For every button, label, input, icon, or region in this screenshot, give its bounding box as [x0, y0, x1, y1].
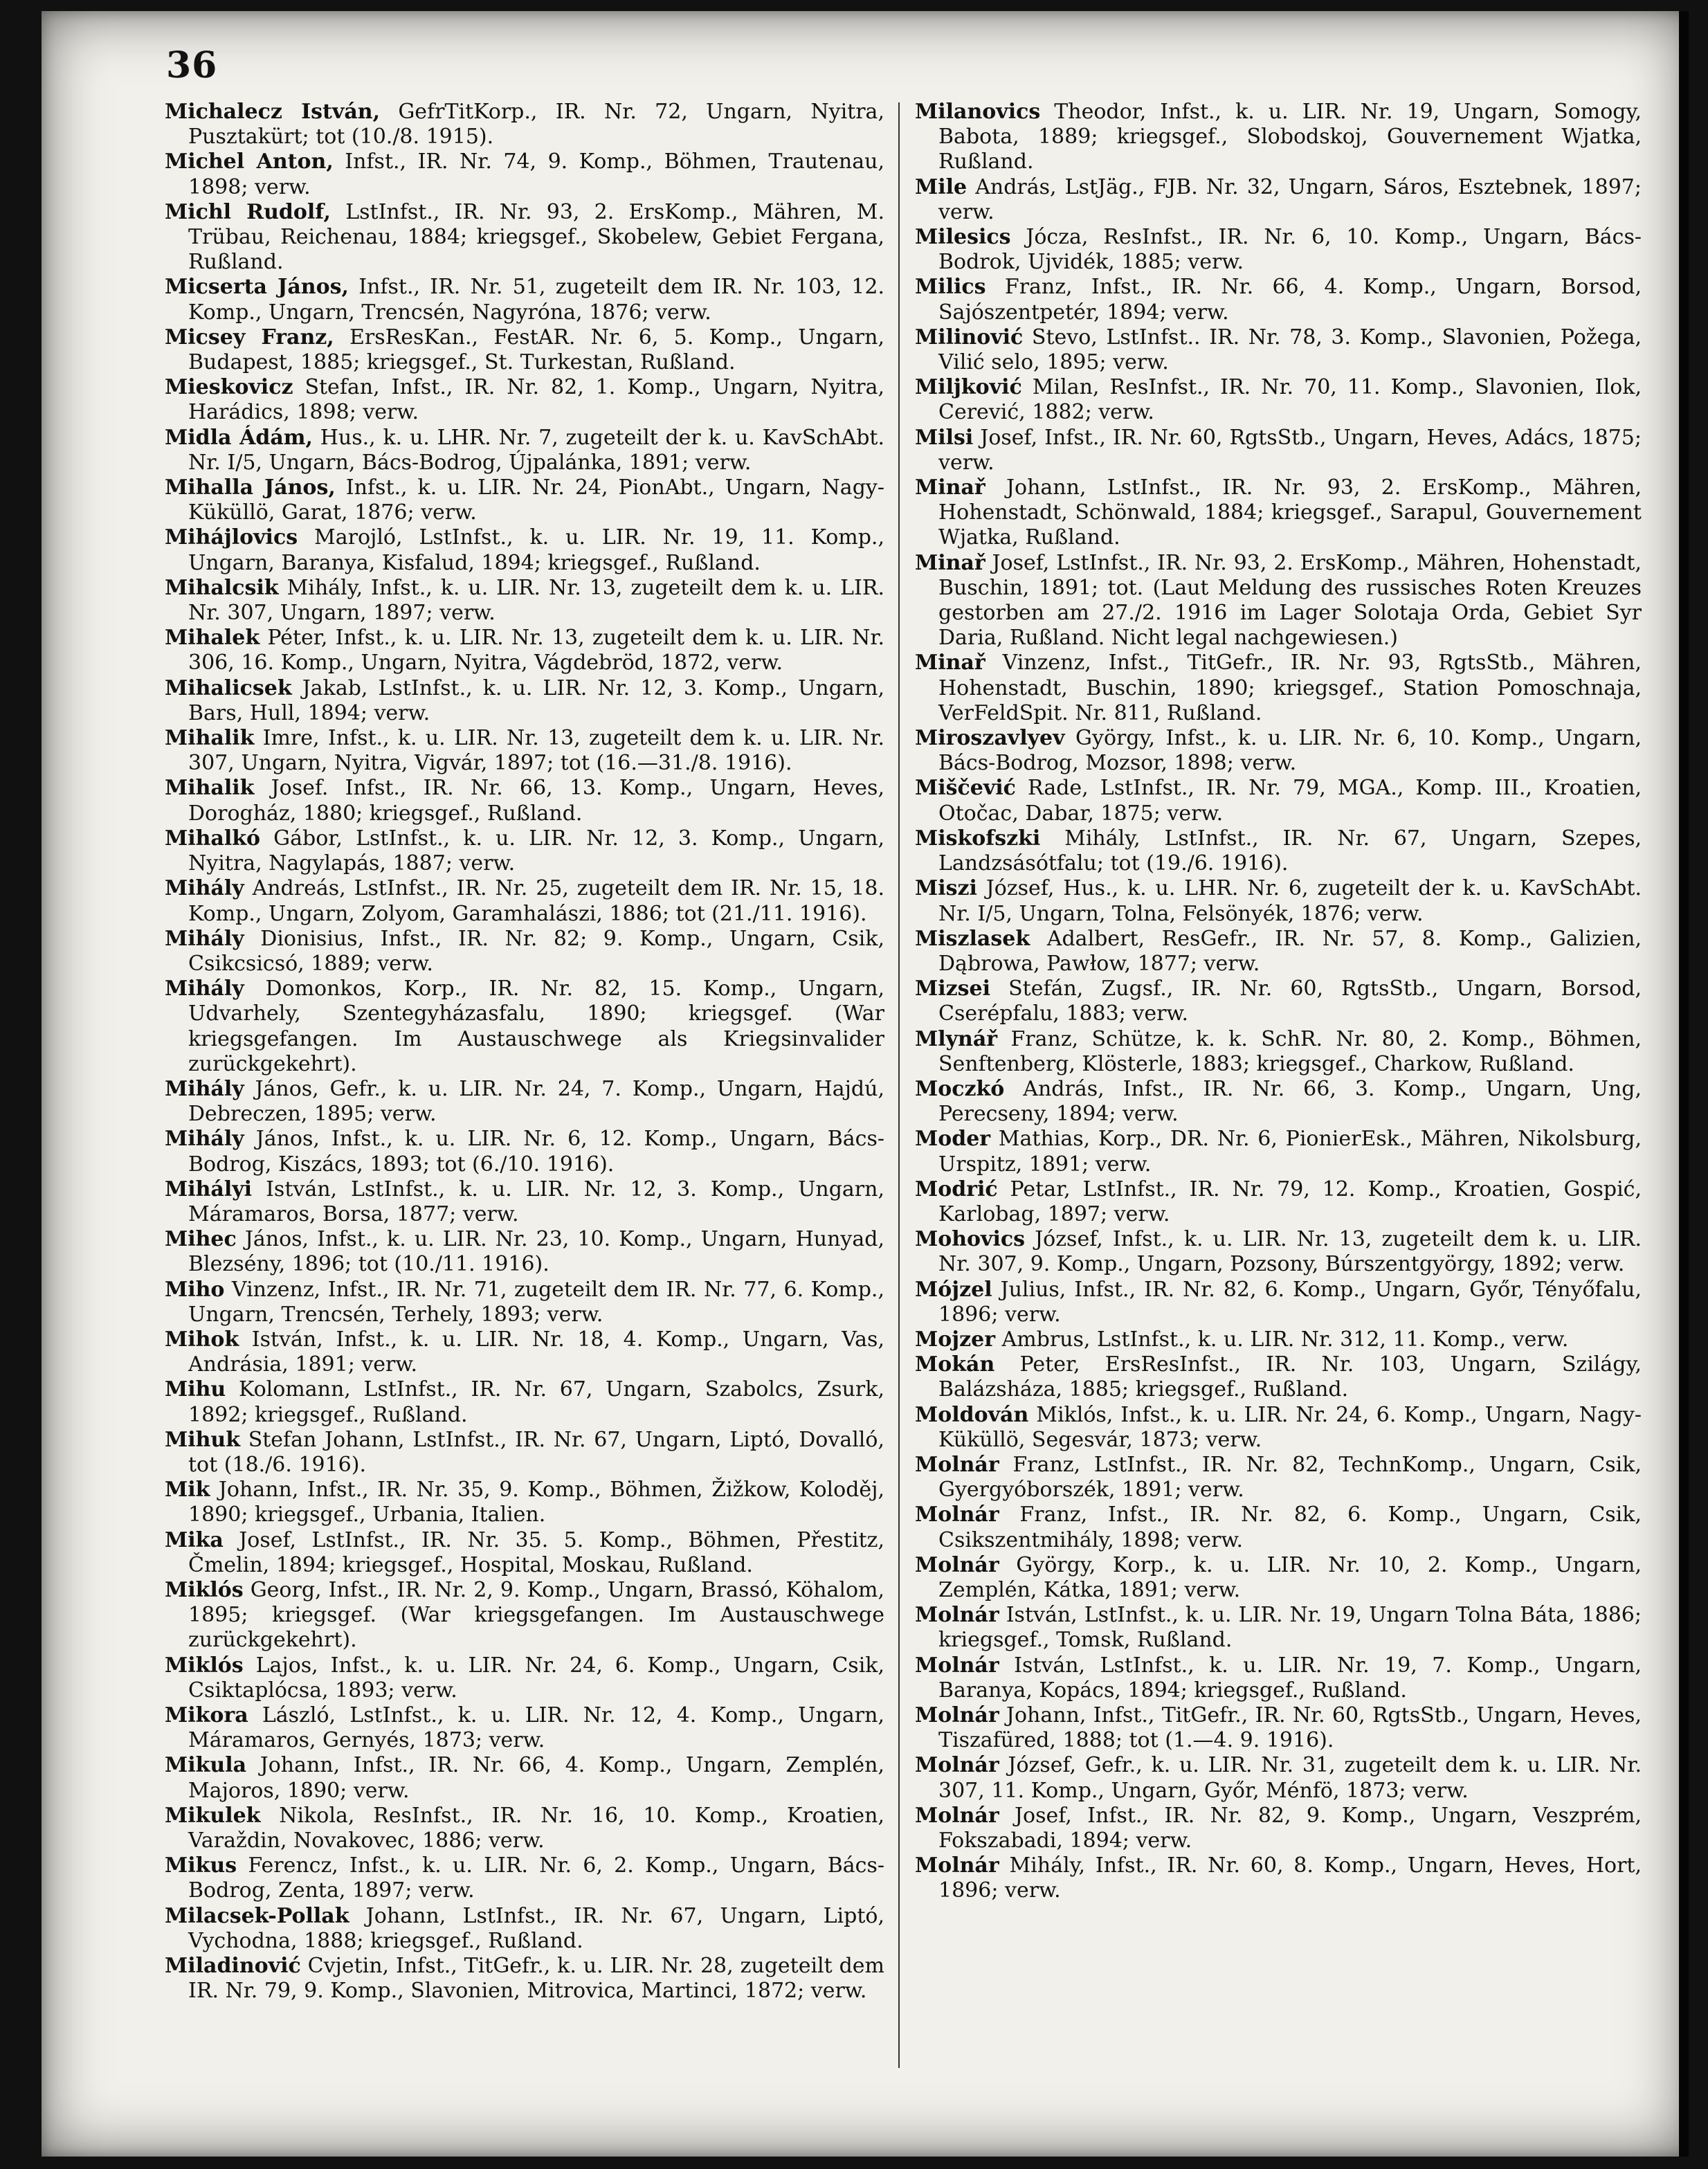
entry-details: János, Infst., k. u. LIR. Nr. 6, 12. Komp., Ungarn, Bács-Bodrog, Kiszács, 1893; tot (6./10. 1916). [188, 1127, 884, 1177]
entry-details: Theodor, Infst., k. u. LIR. Nr. 19, Ungarn, Somogy, Babota, 1889; kriegsgef., Slobodskoj, Gouvernement Wjatka, Rußland. [938, 100, 1642, 174]
list-item [165, 1327, 884, 1377]
entry-details: Infst., IR. Nr. 74, 9. Komp., Böhmen, Trautenau, 1898; verw. [188, 149, 884, 199]
list-item [165, 826, 884, 876]
entry-details: Cvjetin, Infst., TitGefr., k. u. LIR. Nr. 28, zugeteilt dem IR. Nr. 79, 9. Komp., Slavonien, Mitrovica, Martinci, 1872; verw. [188, 1954, 884, 2004]
entry-name: Molnár [915, 1703, 999, 1727]
entry-name: Milanovics [915, 100, 1041, 124]
entry-details: Peter, ErsResInfst., IR. Nr. 103, Ungarn, Szilágy, Balázsháza, 1885; kriegsgef., Rußland. [938, 1352, 1642, 1402]
entry-name: Mlynář [915, 1026, 998, 1051]
entry-name: Michl Rudolf, [165, 199, 331, 224]
list-item [165, 1578, 884, 1653]
entry-details: Infst., k. u. LIR. Nr. 24, PionAbt., Ungarn, Nagy-Küküllö, Garat, 1876; verw. [188, 475, 884, 525]
entry-name: Mihu [165, 1377, 226, 1402]
entry-name: Mihec [165, 1227, 237, 1252]
list-item [915, 551, 1642, 651]
list-item [915, 876, 1642, 926]
entry-details: Franz, Schütze, k. k. SchR. Nr. 80, 2. Komp., Böhmen, Senftenberg, Klösterle, 1883; kriegsgef., Charkow, Rußland. [938, 1026, 1642, 1076]
entry-details: Josef. Infst., IR. Nr. 66, 13. Komp., Ungarn, Heves, Dorogház, 1880; kriegsgef., Rußland. [188, 776, 884, 826]
entry-details: Julius, Infst., IR. Nr. 82, 6. Komp., Ungarn, Győr, Tényőfalu, 1896; verw. [938, 1277, 1642, 1327]
list-item [915, 826, 1642, 876]
list-item [165, 149, 884, 199]
entry-name: Mihály [165, 1127, 244, 1152]
list-item [165, 275, 884, 325]
entry-name: Mihájlovics [165, 525, 298, 550]
entry-name: Mihuk [165, 1427, 241, 1452]
list-item [165, 375, 884, 425]
list-item [915, 325, 1642, 375]
entry-name: Moczkó [915, 1076, 1005, 1101]
entry-details: Mihály, Infst., IR. Nr. 60, 8. Komp., Ungarn, Heves, Hort, 1896; verw. [938, 1853, 1642, 1903]
list-item [915, 1177, 1642, 1227]
entry-details: Josef, LstInfst., IR. Nr. 93, 2. ErsKomp., Mähren, Hohenstadt, Buschin, 1891; tot. (Laut Meldung des russisches Roten Kreuzes gestorben am 27./2. 1916 im Lager Solotaja Orda, Gebiet Syr Daria, Rußland. Nicht legal nachgewiesen.) [938, 550, 1642, 651]
entry-details: Domonkos, Korp., IR. Nr. 82, 15. Komp., Ungarn, Udvarhely, Szentegyházasfalu, 1890; kriegsgef. (War kriegsgefangen. Im Austauschwege als Kriegsinvalider zurückgekehrt). [188, 977, 884, 1076]
entry-name: Milsi [915, 425, 974, 450]
entry-details: Kolomann, LstInfst., IR. Nr. 67, Ungarn, Szabolcs, Zsurk, 1892; kriegsgef., Rußland. [188, 1377, 884, 1427]
entry-name: Mihály [165, 1076, 244, 1101]
entry-name: Moldován [915, 1402, 1029, 1427]
list-item [915, 977, 1642, 1026]
entry-details: Stefán, Zugsf., IR. Nr. 60, RgtsStb., Ungarn, Borsod, Cserépfalu, 1883; verw. [938, 977, 1642, 1026]
list-item [915, 375, 1642, 425]
list-item [915, 1503, 1642, 1552]
list-item [165, 1127, 884, 1177]
entry-details: Petar, LstInfst., IR. Nr. 79, 12. Komp., Kroatien, Gospić, Karlobag, 1897; verw. [938, 1177, 1642, 1226]
entry-name: Mikula [165, 1753, 247, 1778]
list-item [915, 1127, 1642, 1177]
list-item [165, 475, 884, 525]
entry-details: György, Korp., k. u. LIR. Nr. 10, 2. Komp., Ungarn, Zemplén, Kátka, 1891; verw. [938, 1552, 1642, 1602]
entry-name: Mik [165, 1478, 210, 1503]
list-item [165, 1077, 884, 1127]
entry-details: András, LstJäg., FJB. Nr. 32, Ungarn, Sáros, Esztebnek, 1897; verw. [938, 174, 1642, 224]
entry-name: Mihalcsik [165, 575, 279, 600]
list-item [165, 1753, 884, 1803]
list-item [915, 1327, 1642, 1352]
list-item [915, 1403, 1642, 1453]
entry-details: LstInfst., IR. Nr. 93, 2. ErsKomp., Mähren, M. Trübau, Reichenau, 1884; kriegsgef., Skobelew, Gebiet Fergana, Rußland. [188, 199, 884, 275]
entry-details: GefrTitKorp., IR. Nr. 72, Ungarn, Nyitra, Pusztakürt; tot (10./8. 1915). [188, 100, 884, 149]
entry-details: István, Infst., k. u. LIR. Nr. 18, 4. Komp., Ungarn, Vas, Andrásia, 1891; verw. [188, 1327, 884, 1377]
list-item [165, 927, 884, 977]
list-item [165, 1904, 884, 1954]
list-item [165, 776, 884, 826]
list-item [915, 1027, 1642, 1077]
list-item [915, 1853, 1642, 1903]
entry-name: Mika [165, 1527, 224, 1552]
entry-name: Mihalek [165, 626, 260, 651]
entry-details: Miklós, Infst., k. u. LIR. Nr. 24, 6. Komp., Ungarn, Nagy-Küküllö, Segesvár, 1873; verw. [938, 1402, 1642, 1452]
list-item [165, 525, 884, 575]
entry-details: Jakab, LstInfst., k. u. LIR. Nr. 12, 3. Komp., Ungarn, Bars, Hull, 1894; verw. [188, 675, 884, 725]
entry-name: Milacsek-Pollak [165, 1903, 349, 1928]
entry-details: Stefan Johann, LstInfst., IR. Nr. 67, Ungarn, Liptó, Dovalló, tot (18./6. 1916). [188, 1427, 884, 1477]
list-item [165, 426, 884, 475]
entry-details: Rade, LstInfst., IR. Nr. 79, MGA., Komp. III., Kroatien, Otočac, Dabar, 1875; verw. [938, 776, 1642, 826]
entry-details: ErsResKan., FestAR. Nr. 6, 5. Komp., Ungarn, Budapest, 1885; kriegsgef., St. Turkestan, Rußland. [188, 325, 884, 375]
entry-details: Johann, LstInfst., IR. Nr. 67, Ungarn, Liptó, Vychodna, 1888; kriegsgef., Rußland. [188, 1903, 884, 1953]
list-item [165, 626, 884, 675]
entry-details: Josef, LstInfst., IR. Nr. 35. 5. Komp., Böhmen, Přestitz, Čmelin, 1894; kriegsgef., Hospital, Moskau, Rußland. [188, 1527, 884, 1577]
entry-name: Mihály [165, 977, 244, 1001]
entry-name: Mikus [165, 1853, 237, 1878]
entry-name: Mójzel [915, 1277, 992, 1302]
entry-details: László, LstInfst., k. u. LIR. Nr. 12, 4. Komp., Ungarn, Máramaros, Gernyés, 1873; verw. [188, 1703, 884, 1753]
list-item [165, 726, 884, 776]
list-item [915, 275, 1642, 325]
list-item [915, 475, 1642, 551]
entry-name: Miladinović [165, 1954, 301, 1979]
list-item [165, 1853, 884, 1903]
entry-details: Franz, Infst., IR. Nr. 82, 6. Komp., Ungarn, Csik, Csikszentmihály, 1898; verw. [938, 1503, 1642, 1552]
list-item [165, 1428, 884, 1478]
entry-details: Stefan, Infst., IR. Nr. 82, 1. Komp., Ungarn, Nyitra, Harádics, 1898; verw. [188, 375, 884, 425]
list-item [165, 676, 884, 726]
entry-name: Molnár [915, 1503, 999, 1527]
entry-name: Mokán [915, 1352, 995, 1377]
entry-details: József, Hus., k. u. LHR. Nr. 6, zugeteilt der k. u. KavSchAbt. Nr. I/5, Ungarn, Tolna, Felsönyék, 1876; verw. [938, 876, 1642, 926]
entry-details: József, Infst., k. u. LIR. Nr. 13, zugeteilt dem k. u. LIR. Nr. 307, 9. Komp., Ungarn, Pozsony, Búrszentgyörgy, 1892; verw. [938, 1227, 1642, 1277]
list-item [915, 1077, 1642, 1127]
entry-name: Miszi [915, 876, 977, 901]
entry-details: István, LstInfst., k. u. LIR. Nr. 12, 3. Komp., Ungarn, Máramaros, Borsa, 1877; verw. [188, 1177, 884, 1226]
entry-name: Moder [915, 1127, 991, 1152]
list-item [915, 1278, 1642, 1327]
entry-name: Midla Ádám, [165, 425, 313, 450]
entry-name: Modrić [915, 1177, 998, 1201]
list-item [915, 651, 1642, 726]
entry-name: Miskofszki [915, 826, 1041, 851]
entry-details: Vinzenz, Infst., IR. Nr. 71, zugeteilt dem IR. Nr. 77, 6. Komp., Ungarn, Trencsén, Terhely, 1893; verw. [188, 1277, 884, 1327]
entry-name: Michalecz István, [165, 100, 381, 124]
entry-name: Miroszavlyev [915, 726, 1065, 751]
entry-details: Ambrus, LstInfst., k. u. LIR. Nr. 312, 11. Komp., verw. [995, 1327, 1569, 1352]
entry-name: Miljković [915, 375, 1022, 400]
entry-details: Josef, Infst., IR. Nr. 82, 9. Komp., Ungarn, Veszprém, Fokszabadi, 1894; verw. [938, 1803, 1642, 1853]
entry-name: Milesics [915, 225, 1011, 250]
entry-details: András, Infst., IR. Nr. 66, 3. Komp., Ungarn, Ung, Perecseny, 1894; verw. [938, 1076, 1642, 1127]
entry-name: Micserta János, [165, 275, 349, 300]
entry-name: Mihalkó [165, 826, 261, 851]
entry-details: Johann, LstInfst., IR. Nr. 93, 2. ErsKomp., Mähren, Hohenstadt, Schönwald, 1884; kriegsgef., Sarapul, Gouvernement Wjatka, Rußland. [938, 475, 1642, 550]
binding-edge [1679, 11, 1689, 2157]
entry-name: Milics [915, 275, 986, 300]
page-number: 36 [166, 44, 218, 87]
entry-details: József, Gefr., k. u. LIR. Nr. 31, zugeteilt dem k. u. LIR. Nr. 307, 11. Komp., Ungarn, Győr, Ménfö, 1873; verw. [938, 1753, 1642, 1803]
list-item [915, 225, 1642, 275]
entry-details: Imre, Infst., k. u. LIR. Nr. 13, zugeteilt dem k. u. LIR. Nr. 307, Ungarn, Nyitra, Vigvár, 1897; tot (16.—31./8. 1916). [188, 726, 884, 776]
entry-name: Mihály [165, 876, 244, 901]
entry-details: Mihály, Infst., k. u. LIR. Nr. 13, zugeteilt dem k. u. LIR. Nr. 307, Ungarn, 1897; verw. [188, 575, 884, 626]
entry-details: György, Infst., k. u. LIR. Nr. 6, 10. Komp., Ungarn, Bács-Bodrog, Mozsor, 1898; verw. [938, 726, 1642, 776]
list-item [165, 576, 884, 626]
entry-details: Johann, Infst., TitGefr., IR. Nr. 60, RgtsStb., Ungarn, Heves, Tiszafüred, 1888; tot (1.—4. 9. 1916). [938, 1703, 1642, 1753]
entry-name: Molnár [915, 1552, 999, 1577]
list-item [915, 1703, 1642, 1753]
list-item [915, 1804, 1642, 1853]
entry-name: Molnár [915, 1803, 999, 1828]
entry-details: Stevo, LstInfst.. IR. Nr. 78, 3. Komp., Slavonien, Požega, Vilić selo, 1895; verw. [938, 325, 1642, 375]
list-item [915, 1227, 1642, 1277]
entry-details: János, Infst., k. u. LIR. Nr. 23, 10. Komp., Ungarn, Hunyad, Blezsény, 1896; tot (10./11. 1916). [188, 1227, 884, 1277]
entry-name: Mihalla János, [165, 475, 336, 500]
entry-details: Milan, ResInfst., IR. Nr. 70, 11. Komp., Slavonien, Ilok, Cerević, 1882; verw. [938, 375, 1642, 425]
list-item [165, 1227, 884, 1277]
entry-details: Josef, Infst., IR. Nr. 60, RgtsStb., Ungarn, Heves, Adács, 1875; verw. [938, 425, 1642, 475]
entry-details: Georg, Infst., IR. Nr. 2, 9. Komp., Ungarn, Brassó, Köhalom, 1895; kriegsgef. (War kriegsgefangen. Im Austauschwege zurückgekehrt). [188, 1577, 884, 1653]
entry-name: Mojzer [915, 1327, 996, 1352]
list-item [915, 927, 1642, 977]
entry-name: Mihalik [165, 726, 255, 751]
entry-name: Mihályi [165, 1177, 253, 1201]
list-item [165, 1528, 884, 1578]
list-item [165, 200, 884, 275]
entry-details: Mathias, Korp., DR. Nr. 6, PionierEsk., Mähren, Nikolsburg, Urspitz, 1891; verw. [938, 1127, 1642, 1177]
list-item [165, 100, 884, 149]
entry-name: Milinović [915, 325, 1024, 350]
entry-name: Mihalik [165, 776, 255, 801]
list-item [165, 977, 884, 1077]
entry-name: Mihok [165, 1327, 239, 1352]
entry-name: Mile [915, 174, 967, 199]
list-item [165, 1278, 884, 1327]
list-item [915, 1753, 1642, 1803]
right-column [915, 100, 1642, 1904]
entry-details: Franz, LstInfst., IR. Nr. 82, TechnKomp., Ungarn, Csik, Gyergyóborszék, 1891; verw. [938, 1452, 1642, 1503]
entry-name: Michel Anton, [165, 149, 334, 174]
entry-name: Molnár [915, 1753, 999, 1778]
entry-name: Mieskovicz [165, 375, 293, 400]
entry-name: Mihály [165, 926, 244, 951]
list-item [915, 1453, 1642, 1503]
entry-name: Molnár [915, 1603, 999, 1628]
list-item [165, 876, 884, 926]
entry-details: Adalbert, ResGefr., IR. Nr. 57, 8. Komp., Galizien, Dąbrowa, Pawłow, 1877; verw. [938, 926, 1642, 976]
entry-details: Péter, Infst., k. u. LIR. Nr. 13, zugeteilt dem k. u. LIR. Nr. 306, 16. Komp., Ungarn, Nyitra, Vágdebröd, 1872, verw. [188, 626, 884, 675]
entry-name: Molnár [915, 1653, 999, 1678]
column-divider [898, 102, 900, 2068]
entry-details: Marojló, LstInfst., k. u. LIR. Nr. 19, 11. Komp., Ungarn, Baranya, Kisfalud, 1894; kriegsgef., Rußland. [188, 525, 884, 575]
list-item [165, 1653, 884, 1703]
list-item [165, 1177, 884, 1227]
entry-name: Mizsei [915, 977, 991, 1001]
entry-details: Dionisius, Infst., IR. Nr. 82; 9. Komp., Ungarn, Csik, Csikcsicsó, 1889; verw. [188, 926, 884, 976]
list-item [915, 1553, 1642, 1603]
entry-details: Vinzenz, Infst., TitGefr., IR. Nr. 93, RgtsStb., Mähren, Hohenstadt, Buschin, 1890; kriegsgef., Station Pomoschnaja, VerFeldSpit. Nr. 811, Rußland. [938, 651, 1642, 725]
list-item [915, 426, 1642, 475]
entry-name: Minař [915, 550, 985, 575]
list-item [165, 1804, 884, 1853]
list-item [915, 1653, 1642, 1703]
entry-details: István, LstInfst., k. u. LIR. Nr. 19, Ungarn Tolna Báta, 1886; kriegsgef., Tomsk, Rußland. [938, 1603, 1642, 1653]
entry-name: Miklós [165, 1577, 244, 1602]
entry-name: Miszlasek [915, 926, 1030, 951]
entry-details: Jócza, ResInfst., IR. Nr. 6, 10. Komp., Ungarn, Bács-Bodrok, Ujvidék, 1885; verw. [938, 225, 1642, 275]
list-item [165, 1954, 884, 2004]
entry-name: Mihalicsek [165, 675, 292, 700]
entry-name: Minař [915, 475, 985, 500]
entry-details: Johann, Infst., IR. Nr. 66, 4. Komp., Ungarn, Zemplén, Majoros, 1890; verw. [188, 1753, 884, 1803]
list-item [165, 325, 884, 375]
list-item [165, 1377, 884, 1427]
entry-name: Micsey Franz, [165, 325, 334, 350]
entry-name: Mikora [165, 1703, 248, 1727]
entry-name: Molnár [915, 1452, 999, 1477]
list-item [915, 175, 1642, 225]
entry-details: János, Gefr., k. u. LIR. Nr. 24, 7. Komp., Ungarn, Hajdú, Debreczen, 1895; verw. [188, 1076, 884, 1127]
list-item [165, 1703, 884, 1753]
entry-details: Hus., k. u. LHR. Nr. 7, zugeteilt der k. u. KavSchAbt. Nr. I/5, Ungarn, Bács-Bodrog, Újpalánka, 1891; verw. [188, 425, 884, 475]
list-item [915, 1603, 1642, 1653]
document-page [42, 11, 1689, 2157]
list-item [915, 100, 1642, 175]
entry-details: Johann, Infst., IR. Nr. 35, 9. Komp., Böhmen, Žižkow, Koloděj, 1890; kriegsgef., Urbania, Italien. [188, 1478, 884, 1527]
list-item [915, 726, 1642, 776]
list-item [165, 1478, 884, 1527]
entry-details: Andreás, LstInfst., IR. Nr. 25, zugeteilt dem IR. Nr. 15, 18. Komp., Ungarn, Zolyom, Garamhalászi, 1886; tot (21./11. 1916). [188, 876, 884, 926]
entry-name: Miščević [915, 776, 1016, 801]
entry-name: Miklós [165, 1653, 244, 1678]
entry-name: Minař [915, 651, 985, 675]
entry-name: Mohovics [915, 1227, 1026, 1252]
entry-details: Ferencz, Infst., k. u. LIR. Nr. 6, 2. Komp., Ungarn, Bács-Bodrog, Zenta, 1897; verw. [188, 1853, 884, 1903]
entry-details: Lajos, Infst., k. u. LIR. Nr. 24, 6. Komp., Ungarn, Csik, Csiktaplócsa, 1893; verw. [188, 1653, 884, 1703]
entry-details: Nikola, ResInfst., IR. Nr. 16, 10. Komp., Kroatien, Varaždin, Novakovec, 1886; verw. [188, 1803, 884, 1853]
entry-details: Franz, Infst., IR. Nr. 66, 4. Komp., Ungarn, Borsod, Sajószentpetér, 1894; verw. [938, 275, 1642, 325]
entry-name: Molnár [915, 1853, 999, 1878]
entry-details: Infst., IR. Nr. 51, zugeteilt dem IR. Nr. 103, 12. Komp., Ungarn, Trencsén, Nagyróna, 1876; verw. [188, 275, 884, 325]
list-item [915, 1352, 1642, 1402]
entry-name: Mikulek [165, 1803, 261, 1828]
left-column [165, 100, 884, 2004]
entry-details: István, LstInfst., k. u. LIR. Nr. 19, 7. Komp., Ungarn, Baranya, Kopács, 1894; kriegsgef., Rußland. [938, 1653, 1642, 1703]
entry-name: Miho [165, 1277, 225, 1302]
list-item [915, 776, 1642, 826]
entry-details: Mihály, LstInfst., IR. Nr. 67, Ungarn, Szepes, Landzsásótfalu; tot (19./6. 1916). [938, 826, 1642, 876]
entry-details: Gábor, LstInfst., k. u. LIR. Nr. 12, 3. Komp., Ungarn, Nyitra, Nagylapás, 1887; verw. [188, 826, 884, 876]
